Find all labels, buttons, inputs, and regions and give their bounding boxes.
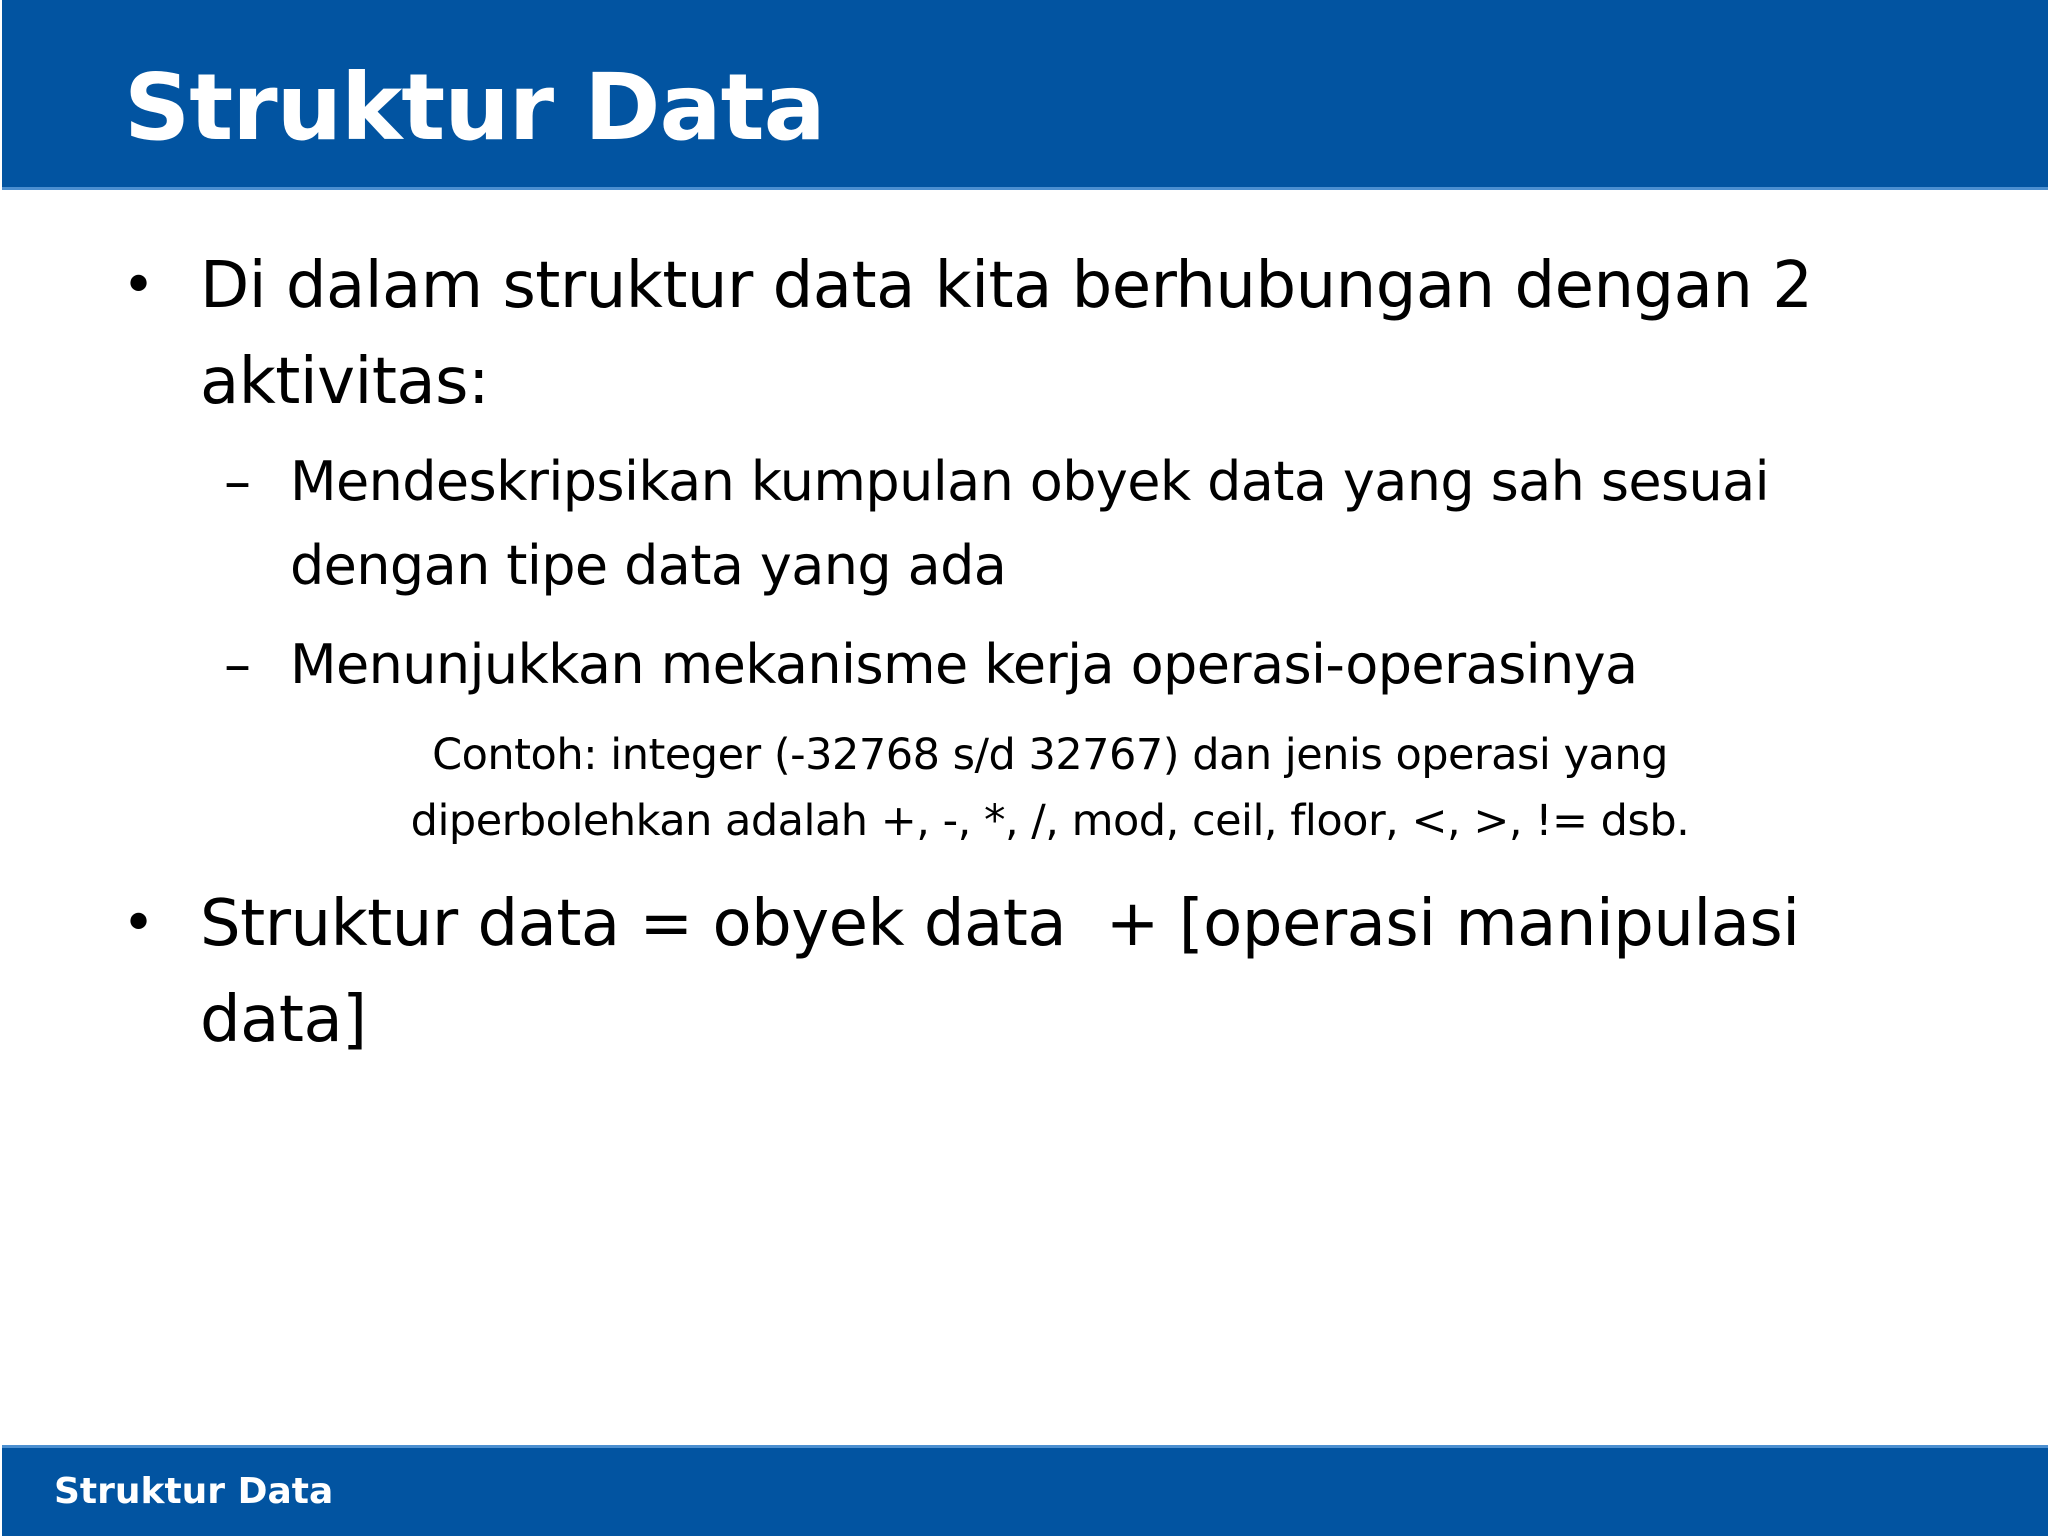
example-line: diperbolehkan adalah +, -, *, /, mod, ceil, floor, <, >, != dsb. bbox=[410, 796, 1690, 846]
bullet-text: Di dalam struktur data kita berhubungan dengan 2 aktivitas: bbox=[200, 249, 1813, 419]
bullet-marker: • bbox=[122, 891, 156, 956]
example-text bbox=[340, 722, 1760, 854]
footer-bar bbox=[2, 1445, 2048, 1536]
bullet-marker: • bbox=[122, 253, 156, 318]
title-bar bbox=[2, 0, 2048, 190]
sub-bullet-text: Menunjukkan mekanisme kerja operasi-operasinya bbox=[290, 633, 1638, 696]
sub-bullet-marker: – bbox=[224, 450, 251, 513]
sub-bullet-marker: – bbox=[224, 633, 251, 696]
bullet-text: Struktur data = obyek data + [operasi manipulasi data] bbox=[200, 887, 1820, 1057]
footer-label: Struktur Data bbox=[54, 1471, 334, 1512]
example-line: Contoh: integer (-32768 s/d 32767) dan jenis operasi yang bbox=[432, 730, 1668, 780]
slide-title: Struktur Data bbox=[124, 54, 825, 161]
sub-bullet-text: Mendeskripsikan kumpulan obyek data yang sah sesuai dengan tipe data yang ada bbox=[290, 450, 1770, 597]
